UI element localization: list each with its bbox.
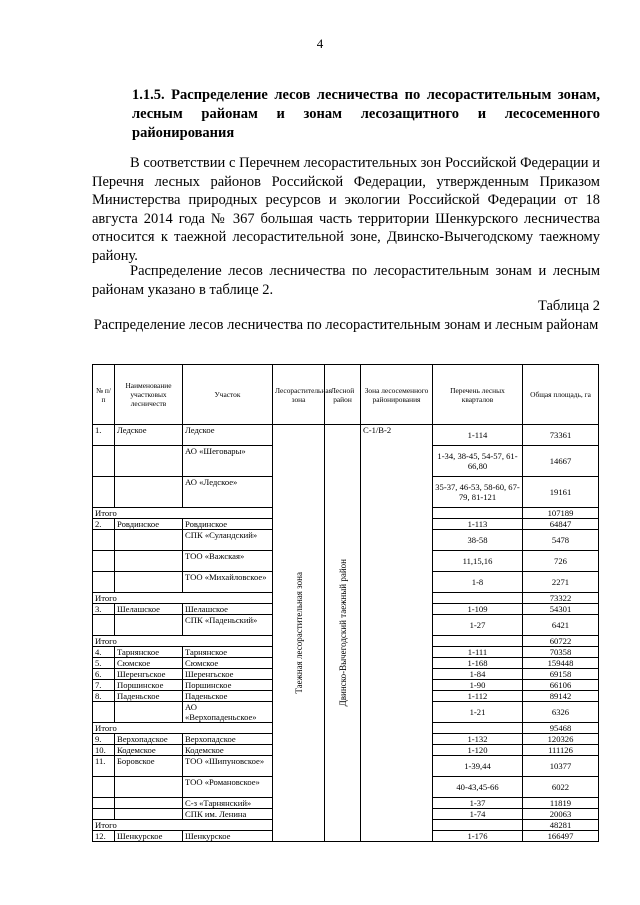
forestry-cell bbox=[115, 446, 183, 477]
quarters-cell bbox=[433, 636, 523, 647]
section-cell: АО «Шеговары» bbox=[183, 446, 273, 477]
section-cell: СПК «Суландский» bbox=[183, 530, 273, 551]
quarters-cell: 1-132 bbox=[433, 734, 523, 745]
num-cell: 2. bbox=[93, 519, 115, 530]
forestry-cell: Ровдинское bbox=[115, 519, 183, 530]
forestry-cell: Тарнянское bbox=[115, 647, 183, 658]
section-cell: С-з «Тарнянский» bbox=[183, 798, 273, 809]
num-cell bbox=[93, 477, 115, 508]
forestry-cell: Верхопадское bbox=[115, 734, 183, 745]
section-cell: ТОО «Важская» bbox=[183, 551, 273, 572]
num-cell: 5. bbox=[93, 658, 115, 669]
forestry-cell: Шеренгьское bbox=[115, 669, 183, 680]
quarters-cell: 1-21 bbox=[433, 702, 523, 723]
area-cell: 95468 bbox=[523, 723, 599, 734]
section-cell: ТОО «Шипуновское» bbox=[183, 756, 273, 777]
paragraph-2: Распределение лесов лесничества по лесорастительным зонам и лесным районам указано в таблице 2. bbox=[92, 263, 600, 298]
quarters-cell: 1-114 bbox=[433, 425, 523, 446]
area-cell: 89142 bbox=[523, 691, 599, 702]
region-cell bbox=[325, 425, 361, 842]
area-cell: 73361 bbox=[523, 425, 599, 446]
area-cell: 54301 bbox=[523, 604, 599, 615]
area-cell: 69158 bbox=[523, 669, 599, 680]
area-cell: 5478 bbox=[523, 530, 599, 551]
forest-distribution-table bbox=[92, 364, 599, 842]
num-cell bbox=[93, 446, 115, 477]
total-label-cell: Итого bbox=[93, 593, 273, 604]
quarters-cell: 1-176 bbox=[433, 831, 523, 842]
num-cell: 3. bbox=[93, 604, 115, 615]
quarters-cell: 1-109 bbox=[433, 604, 523, 615]
forestry-cell bbox=[115, 551, 183, 572]
header-zone: Лесорастительная зона bbox=[273, 365, 325, 425]
forestry-cell bbox=[115, 702, 183, 723]
section-cell: Тарнянское bbox=[183, 647, 273, 658]
section-cell: Поршинское bbox=[183, 680, 273, 691]
area-cell: 6022 bbox=[523, 777, 599, 798]
quarters-cell: 1-113 bbox=[433, 519, 523, 530]
table-caption: Распределение лесов лесничества по лесорастительным зонам и лесным районам bbox=[93, 317, 599, 333]
section-cell: Верхопадское bbox=[183, 734, 273, 745]
zone-cell bbox=[273, 425, 325, 842]
total-label-cell: Итого bbox=[93, 723, 273, 734]
num-cell bbox=[93, 530, 115, 551]
quarters-cell: 11,15,16 bbox=[433, 551, 523, 572]
section-cell: ТОО «Романовское» bbox=[183, 777, 273, 798]
area-cell: 64847 bbox=[523, 519, 599, 530]
quarters-cell: 35-37, 46-53, 58-60, 67-79, 81-121 bbox=[433, 477, 523, 508]
forestry-cell: Шенкурское bbox=[115, 831, 183, 842]
section-heading: 1.1.5. Распределение лесов лесничества по лесорастительным зонам, лесным районам и зонам лесозащитного и лесосеменного районирования bbox=[132, 87, 600, 141]
num-cell: 6. bbox=[93, 669, 115, 680]
num-cell bbox=[93, 777, 115, 798]
total-label-cell: Итого bbox=[93, 508, 273, 519]
num-cell bbox=[93, 572, 115, 593]
header-area: Общая площадь, га bbox=[523, 365, 599, 425]
quarters-cell: 1-74 bbox=[433, 809, 523, 820]
seed-zone-cell: С-1/В-2 bbox=[361, 425, 433, 842]
zone-value: Таежная лесорастительная зона bbox=[293, 572, 304, 694]
num-cell bbox=[93, 702, 115, 723]
area-cell: 20063 bbox=[523, 809, 599, 820]
forestry-cell bbox=[115, 530, 183, 551]
num-cell bbox=[93, 551, 115, 572]
area-cell: 6421 bbox=[523, 615, 599, 636]
forestry-cell: Поршинское bbox=[115, 680, 183, 691]
area-cell: 107189 bbox=[523, 508, 599, 519]
total-label-cell: Итого bbox=[93, 636, 273, 647]
table-body bbox=[93, 425, 599, 842]
forestry-cell bbox=[115, 777, 183, 798]
forestry-cell: Ледское bbox=[115, 425, 183, 446]
quarters-cell bbox=[433, 820, 523, 831]
header-num: № п/п bbox=[93, 365, 115, 425]
num-cell: 7. bbox=[93, 680, 115, 691]
area-cell: 6326 bbox=[523, 702, 599, 723]
num-cell: 10. bbox=[93, 745, 115, 756]
forestry-cell bbox=[115, 477, 183, 508]
num-cell: 1. bbox=[93, 425, 115, 446]
area-cell: 70358 bbox=[523, 647, 599, 658]
quarters-cell: 1-112 bbox=[433, 691, 523, 702]
quarters-cell bbox=[433, 508, 523, 519]
section-cell: Ровдинское bbox=[183, 519, 273, 530]
section-cell: АО «Верхопаденьское» bbox=[183, 702, 273, 723]
table-row bbox=[93, 425, 599, 446]
section-cell: Паденьское bbox=[183, 691, 273, 702]
num-cell: 11. bbox=[93, 756, 115, 777]
area-cell: 10377 bbox=[523, 756, 599, 777]
forestry-cell bbox=[115, 809, 183, 820]
area-cell: 11819 bbox=[523, 798, 599, 809]
area-cell: 66106 bbox=[523, 680, 599, 691]
quarters-cell bbox=[433, 723, 523, 734]
forestry-cell bbox=[115, 615, 183, 636]
section-cell: Кодемское bbox=[183, 745, 273, 756]
section-cell: СПК им. Ленина bbox=[183, 809, 273, 820]
quarters-cell: 1-37 bbox=[433, 798, 523, 809]
area-cell: 111126 bbox=[523, 745, 599, 756]
table-label: Таблица 2 bbox=[537, 298, 600, 314]
num-cell: 12. bbox=[93, 831, 115, 842]
num-cell: 4. bbox=[93, 647, 115, 658]
header-seed-zone: Зона лесосеменного районирования bbox=[361, 365, 433, 425]
quarters-cell: 1-84 bbox=[433, 669, 523, 680]
section-cell: Шенкурское bbox=[183, 831, 273, 842]
header-region: Лесной район bbox=[325, 365, 361, 425]
area-cell: 726 bbox=[523, 551, 599, 572]
section-cell: Шеренгьское bbox=[183, 669, 273, 680]
area-cell: 166497 bbox=[523, 831, 599, 842]
quarters-cell: 1-39,44 bbox=[433, 756, 523, 777]
page-number: 4 bbox=[316, 36, 324, 51]
paragraph-1: В соответствии с Перечнем лесорастительных зон Российской Федерации и Перечня лесных районов Российской Федерации, утвержденным Приказом Министерства природных ресурсов и экологии Российской Федерации от 18 августа 2014 года № 367 большая часть территории Шенкурского лесничества относится к таежной лесорастительной зоне, Двинско-Вычегодскому таежному району. bbox=[92, 155, 600, 264]
quarters-cell: 1-8 bbox=[433, 572, 523, 593]
num-cell: 9. bbox=[93, 734, 115, 745]
quarters-cell: 1-90 bbox=[433, 680, 523, 691]
area-cell: 120326 bbox=[523, 734, 599, 745]
quarters-cell: 1-168 bbox=[433, 658, 523, 669]
forestry-cell: Сюмское bbox=[115, 658, 183, 669]
quarters-cell: 1-111 bbox=[433, 647, 523, 658]
area-cell: 2271 bbox=[523, 572, 599, 593]
total-label-cell: Итого bbox=[93, 820, 273, 831]
section-cell: Ледское bbox=[183, 425, 273, 446]
header-forestry: Наименование участковых лесничеств bbox=[115, 365, 183, 425]
area-cell: 19161 bbox=[523, 477, 599, 508]
num-cell: 8. bbox=[93, 691, 115, 702]
quarters-cell: 38-58 bbox=[433, 530, 523, 551]
num-cell bbox=[93, 798, 115, 809]
section-cell: Шелашское bbox=[183, 604, 273, 615]
section-cell: АО «Ледское» bbox=[183, 477, 273, 508]
area-cell: 73322 bbox=[523, 593, 599, 604]
forestry-cell: Кодемское bbox=[115, 745, 183, 756]
quarters-cell: 1-120 bbox=[433, 745, 523, 756]
forestry-cell bbox=[115, 572, 183, 593]
quarters-cell: 1-34, 38-45, 54-57, 61-66,80 bbox=[433, 446, 523, 477]
header-section: Участок bbox=[183, 365, 273, 425]
region-value: Двинско-Вычегодский таежный район bbox=[337, 559, 348, 707]
area-cell: 14667 bbox=[523, 446, 599, 477]
forestry-cell: Шелашское bbox=[115, 604, 183, 615]
quarters-cell bbox=[433, 593, 523, 604]
area-cell: 60722 bbox=[523, 636, 599, 647]
area-cell: 159448 bbox=[523, 658, 599, 669]
forestry-cell: Боровское bbox=[115, 756, 183, 777]
forestry-cell bbox=[115, 798, 183, 809]
forestry-cell: Паденьское bbox=[115, 691, 183, 702]
section-cell: СПК «Паденьский» bbox=[183, 615, 273, 636]
header-quarters: Перечень лесных кварталов bbox=[433, 365, 523, 425]
num-cell bbox=[93, 615, 115, 636]
quarters-cell: 40-43,45-66 bbox=[433, 777, 523, 798]
num-cell bbox=[93, 809, 115, 820]
section-cell: ТОО «Михайловское» bbox=[183, 572, 273, 593]
section-cell: Сюмское bbox=[183, 658, 273, 669]
area-cell: 48281 bbox=[523, 820, 599, 831]
quarters-cell: 1-27 bbox=[433, 615, 523, 636]
